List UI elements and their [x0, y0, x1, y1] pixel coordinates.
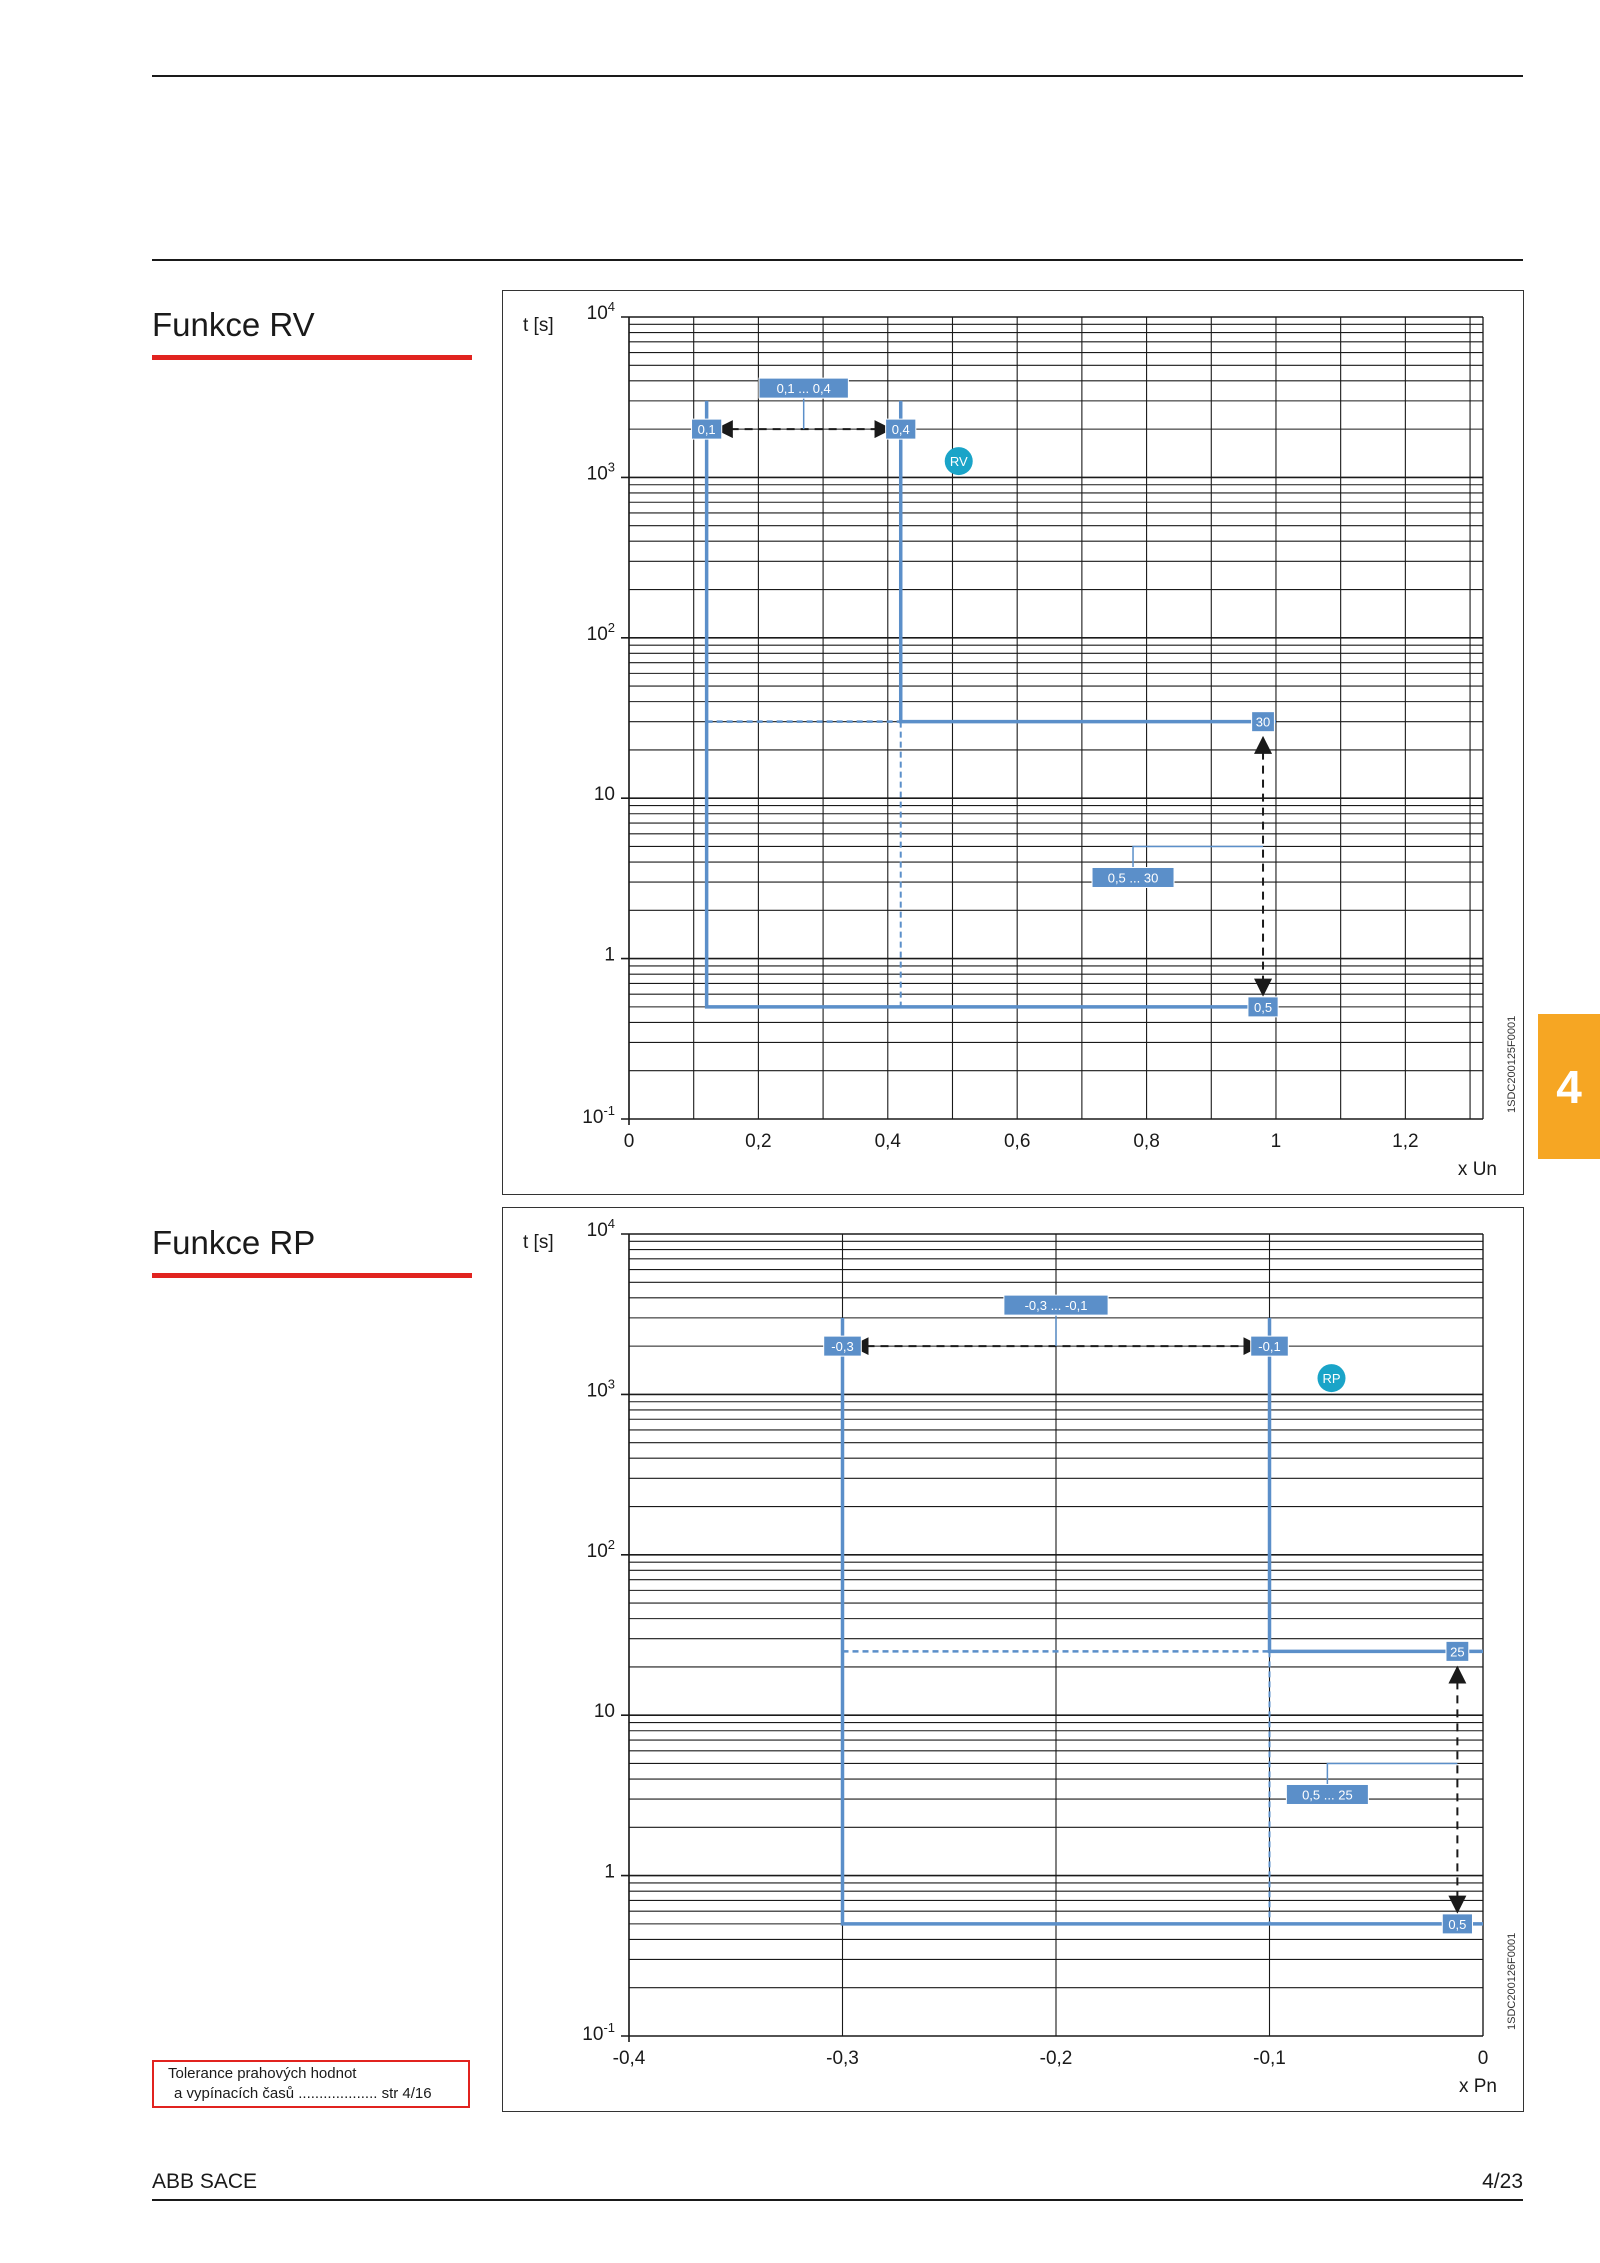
y-tick-label: $10^4$	[586, 299, 615, 324]
x-tick-label: 0,6	[1003, 1131, 1031, 1152]
x-tick-label: 1	[1270, 1131, 1282, 1152]
y-tick-label: 10	[593, 784, 615, 806]
figure-code: 1SDC200125F0001	[1506, 1015, 1518, 1113]
header-rule	[152, 259, 1523, 261]
x-tick-label: 0,4	[874, 1131, 901, 1152]
y-axis-label: t [s]	[523, 1232, 554, 1253]
threshold-min-label: -0,3	[831, 1339, 854, 1355]
tolerance-line-2: a vypínacích časů ................... str 4/16	[174, 2085, 432, 2102]
footer-page-number: 4/23	[1482, 2170, 1523, 2193]
top-rule	[152, 75, 1523, 77]
chart-rv	[503, 291, 1523, 1194]
function-badge: RP	[1322, 1371, 1341, 1387]
time-min-label: 0,5	[1253, 999, 1273, 1015]
y-tick-label: $10^{-1}$	[582, 2020, 615, 2045]
tolerance-reference-link[interactable]	[152, 2060, 470, 2108]
x-tick-label: -0,3	[826, 2048, 859, 2069]
x-tick-label: 0,2	[745, 1131, 772, 1152]
y-tick-label: $10^{-1}$	[582, 1103, 615, 1128]
x-tick-label: -0,2	[1039, 2048, 1073, 2069]
chapter-tab[interactable]: 4	[1538, 1014, 1600, 1159]
y-axis-label: t [s]	[523, 315, 554, 336]
threshold-range-label: -0,3 ... -0,1	[1024, 1298, 1088, 1314]
x-axis-label: x Un	[1457, 1159, 1497, 1180]
y-tick-label: $10^3$	[586, 1376, 615, 1402]
section-title-rv: Funkce RV	[152, 308, 472, 360]
x-tick-label: -0,4	[612, 2048, 646, 2069]
y-tick-label: $10^3$	[586, 459, 615, 485]
x-tick-label: 0	[623, 1131, 635, 1152]
curve-min-threshold	[843, 1318, 1484, 1924]
chart-rp-frame	[502, 1207, 1524, 2112]
y-tick-label: 1	[604, 1861, 615, 1883]
threshold-max-label: 0,4	[891, 422, 910, 438]
x-tick-label: -0,1	[1253, 2048, 1286, 2069]
y-tick-label: $10^2$	[586, 619, 615, 645]
x-tick-label: 0	[1477, 2048, 1489, 2069]
threshold-max-label: -0,1	[1258, 1339, 1281, 1355]
time-max-label: 25	[1450, 1644, 1465, 1660]
threshold-min-label: 0,1	[697, 422, 716, 438]
footer-rule	[152, 2199, 1523, 2201]
figure-code: 1SDC200126F0001	[1506, 1932, 1518, 2030]
chart-rp	[503, 1208, 1523, 2111]
footer-company: ABB SACE	[152, 2170, 258, 2193]
curve-max-threshold	[1270, 1318, 1484, 1652]
curve-min-threshold	[707, 401, 1276, 1007]
chart-rv-frame	[502, 290, 1524, 1195]
y-tick-label: 10	[593, 1701, 615, 1723]
time-range-label: 0,5 ... 30	[1107, 870, 1159, 886]
x-tick-label: 1,2	[1392, 1131, 1419, 1152]
time-min-label: 0,5	[1448, 1916, 1467, 1932]
time-max-label: 30	[1255, 714, 1271, 730]
x-tick-label: 0,8	[1133, 1131, 1160, 1152]
time-range-label: 0,5 ... 25	[1302, 1787, 1353, 1803]
x-axis-label: x Pn	[1458, 2076, 1497, 2097]
y-tick-label: $10^4$	[586, 1216, 615, 1241]
y-tick-label: $10^2$	[586, 1536, 615, 1562]
function-badge: RV	[949, 454, 968, 470]
y-tick-label: 1	[604, 944, 615, 966]
tolerance-line-1: Tolerance prahových hodnot	[168, 2065, 357, 2082]
threshold-range-label: 0,1 ... 0,4	[776, 381, 831, 397]
section-title-rp: Funkce RP	[152, 1226, 472, 1278]
